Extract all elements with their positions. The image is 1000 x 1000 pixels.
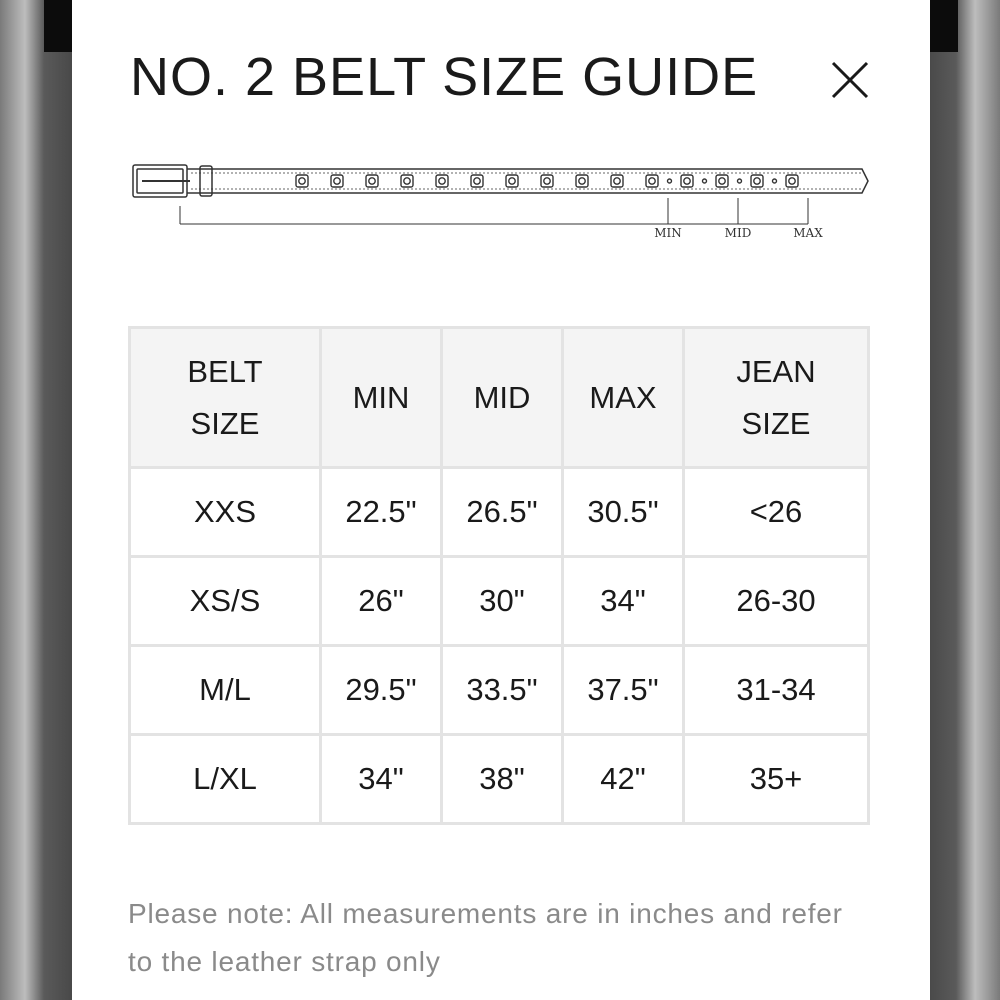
cell-min: 22.5" (321, 468, 442, 557)
belt-hole-ring (509, 178, 515, 184)
belt-hole-icon (401, 175, 413, 187)
belt-hole-ring (719, 178, 725, 184)
cell-jean-size: 26-30 (684, 557, 869, 646)
belt-buckle-icon (133, 165, 190, 197)
belt-hole-ring (299, 178, 305, 184)
cell-belt-size: XXS (130, 468, 321, 557)
table-row (130, 646, 869, 735)
cell-belt-size: L/XL (130, 735, 321, 824)
belt-hole-ring (754, 178, 760, 184)
belt-hole-icon (681, 175, 693, 187)
header-max: MAX (563, 328, 684, 468)
cell-jean-size: 35+ (684, 735, 869, 824)
belt-hole-icon (646, 175, 658, 187)
belt-hole-ring (334, 178, 340, 184)
belt-hole-ring (614, 178, 620, 184)
belt-hole-icon (436, 175, 448, 187)
cell-mid: 33.5" (442, 646, 563, 735)
belt-hole-icon (611, 175, 623, 187)
modal-title: NO. 2 BELT SIZE GUIDE (130, 47, 759, 107)
header-mid: MID (442, 328, 563, 468)
cell-belt-size: XS/S (130, 557, 321, 646)
belt-diagram (130, 158, 872, 248)
belt-hole-ring (439, 178, 445, 184)
cell-max: 30.5" (563, 468, 684, 557)
table-row (130, 468, 869, 557)
belt-half-hole (668, 179, 672, 183)
belt-hole-icon (506, 175, 518, 187)
header-min: MIN (321, 328, 442, 468)
belt-half-hole (738, 179, 742, 183)
cell-max: 37.5" (563, 646, 684, 735)
table-header-row (130, 328, 869, 468)
header-jean-size-line2: SIZE (741, 405, 811, 441)
close-icon[interactable] (828, 58, 872, 102)
cell-belt-size: M/L (130, 646, 321, 735)
belt-hole-ring (684, 178, 690, 184)
measurement-note: Please note: All measurements are in inches and refer to the leather strap only (128, 898, 843, 977)
cell-mid: 26.5" (442, 468, 563, 557)
belt-hole-icon (331, 175, 343, 187)
belt-hole-icon (541, 175, 553, 187)
belt-half-hole (703, 179, 707, 183)
header-jean-size-line1: JEAN (736, 353, 816, 389)
table-row (130, 557, 869, 646)
cell-jean-size: 31-34 (684, 646, 869, 735)
diagram-marker-mid: MID (724, 226, 752, 240)
belt-half-hole (773, 179, 777, 183)
belt-hole-ring (369, 178, 375, 184)
header-belt-size (130, 328, 321, 468)
cell-max: 42" (563, 735, 684, 824)
belt-hole-icon (786, 175, 798, 187)
belt-hole-ring (474, 178, 480, 184)
table-row (130, 735, 869, 824)
belt-hole-ring (789, 178, 795, 184)
belt-hole-ring (579, 178, 585, 184)
header-belt-size-line1: BELT (187, 353, 263, 389)
header-jean-size (684, 328, 869, 468)
diagram-marker-max: MAX (793, 226, 823, 240)
belt-hole-ring (404, 178, 410, 184)
header-belt-size-line2: SIZE (190, 405, 260, 441)
belt-hole-ring (649, 178, 655, 184)
cell-max: 34" (563, 557, 684, 646)
cell-min: 26" (321, 557, 442, 646)
diagram-marker-min: MIN (654, 226, 682, 240)
cell-mid: 38" (442, 735, 563, 824)
cell-mid: 30" (442, 557, 563, 646)
cell-min: 34" (321, 735, 442, 824)
belt-hole-icon (296, 175, 308, 187)
belt-hole-icon (751, 175, 763, 187)
belt-hole-icon (576, 175, 588, 187)
belt-hole-ring (544, 178, 550, 184)
belt-hole-icon (471, 175, 483, 187)
belt-hole-icon (716, 175, 728, 187)
belt-hole-icon (366, 175, 378, 187)
size-guide-modal (72, 0, 930, 1000)
cell-jean-size: <26 (684, 468, 869, 557)
size-table (128, 326, 870, 825)
cell-min: 29.5" (321, 646, 442, 735)
